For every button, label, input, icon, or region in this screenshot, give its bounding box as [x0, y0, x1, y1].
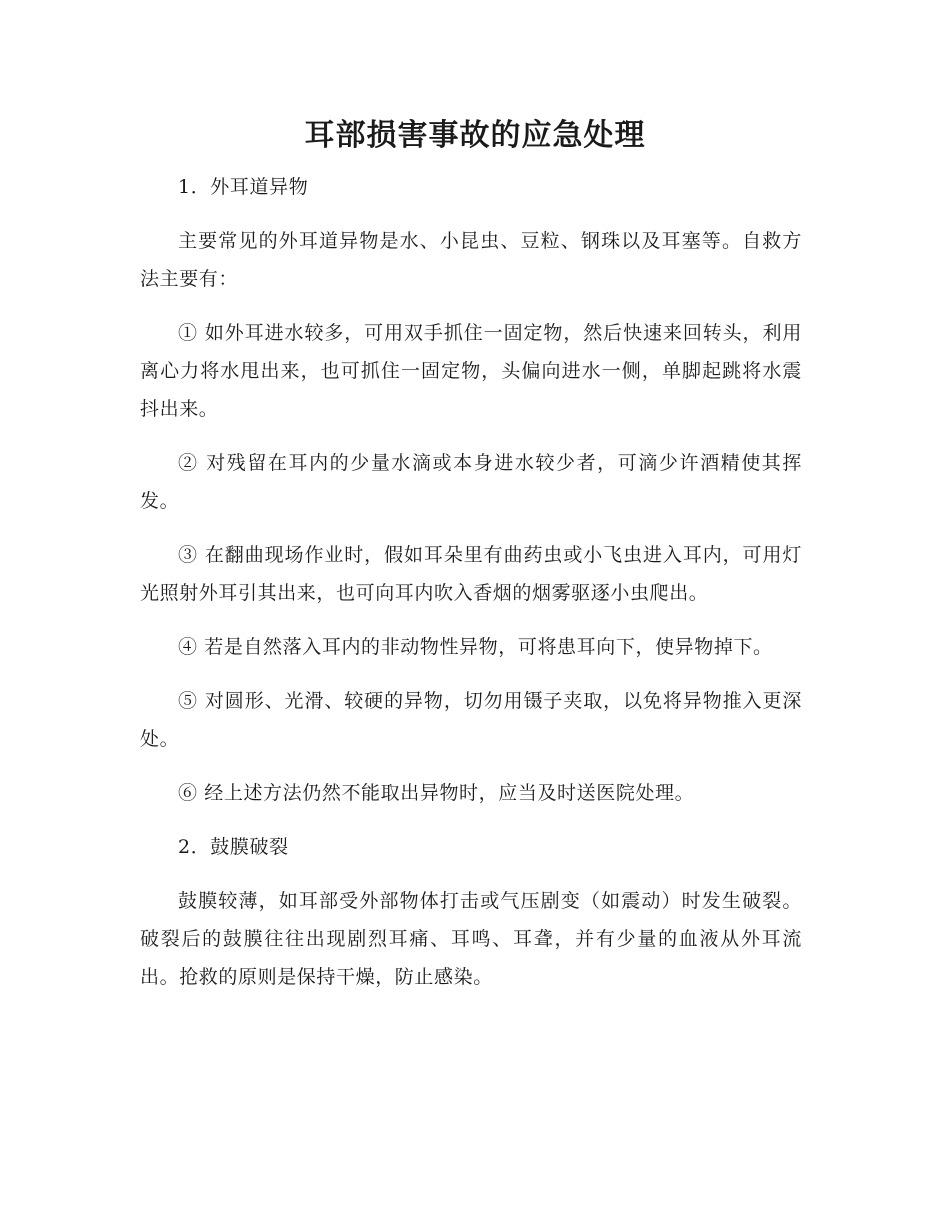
paragraph-method-1: ① 如外耳进水较多，可用双手抓住一固定物，然后快速来回转头，利用离心力将水甩出来，也可抓住一固定物，头偏向进水一侧，单脚起跳将水震抖出来。 [140, 322, 802, 420]
paragraph-method-6: ⑥ 经上述方法仍然不能取出异物时，应当及时送医院处理。 [178, 782, 695, 804]
document-body [140, 168, 802, 1012]
document-title: 耳部损害事故的应急处理 [304, 118, 646, 153]
paragraph-method-4: ④ 若是自然落入耳内的非动物性异物，可将患耳向下，使异物掉下。 [178, 636, 773, 658]
paragraph-method-5: ⑤ 对圆形、光滑、较硬的异物，切勿用镊子夹取，以免将异物推入更深处。 [140, 690, 802, 750]
paragraph-eardrum: 鼓膜较薄，如耳部受外部物体打击或气压剧变（如震动）时发生破裂。破裂后的鼓膜往往出现剧烈耳痛、耳鸣、耳聋，并有少量的血液从外耳流出。抢救的原则是保持干燥，防止感染。 [140, 890, 802, 988]
paragraph-method-3: ③ 在翻曲现场作业时，假如耳朵里有曲药虫或小飞虫进入耳内，可用灯光照射外耳引其出来，也可向耳内吹入香烟的烟雾驱逐小虫爬出。 [140, 544, 802, 604]
paragraph-method-2: ② 对残留在耳内的少量水滴或本身进水较少者，可滴少许酒精使其挥发。 [140, 452, 802, 512]
section-heading-foreign-body: 1．外耳道异物 [178, 176, 309, 198]
section-heading-eardrum: 2．鼓膜破裂 [178, 836, 289, 858]
paragraph-intro: 主要常见的外耳道异物是水、小昆虫、豆粒、钢珠以及耳塞等。自救方法主要有： [140, 230, 802, 290]
